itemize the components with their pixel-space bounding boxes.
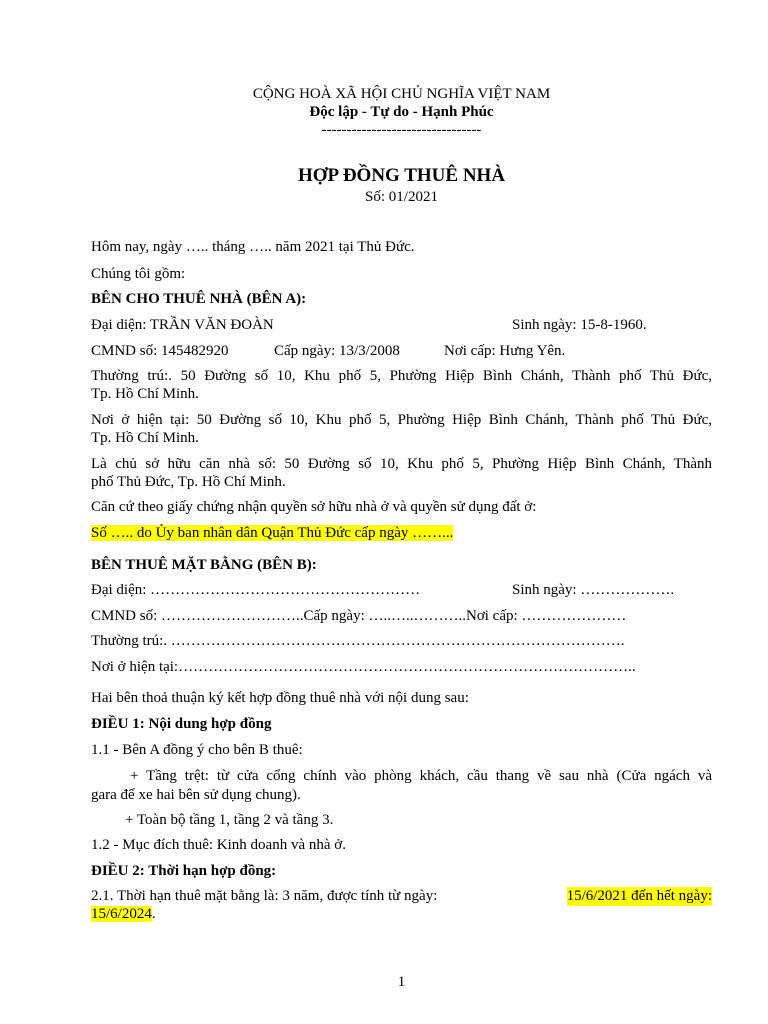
party-b-id-line: CMND số: ………………………..Cấp ngày: …..…..………..Nơi cấp: ………………… [91,608,627,624]
document-number: Số: 01/2021 [365,189,438,205]
party-a-current-address: Nơi ở hiện tại: 50 Đường số 10, Khu phố 5, Phường Hiệp Bình Chánh, Thành phố Thủ Đức, [91,412,712,428]
document-title: HỢP ĐỒNG THUÊ NHÀ [297,165,506,186]
page-number: 1 [397,974,406,990]
party-a-ownership-cont: phố Thủ Đức, Tp. Hồ Chí Minh. [91,474,286,490]
certificate-highlight: Số ….. do Ủy ban nhân dân Quận Thủ Đức cấp ngày ……... [91,525,454,541]
term-end-period: . [151,906,156,922]
article-2-term-line-cont [91,905,156,924]
term-lead: 2.1. Thời hạn thuê mặt bằng là: 3 năm, được tính từ ngày: [91,888,438,904]
term-end-date-highlight: 15/6/2024 [91,906,152,922]
party-a-permanent-address-cont: Tp. Hồ Chí Minh. [91,386,199,402]
term-dates-highlight: 15/6/2021 đến hết ngày: [566,888,712,904]
party-b-dob: Sinh ngày: ………………. [512,582,675,598]
party-a-permanent-address: Thường trú:. 50 Đường số 10, Khu phố 5, Phường Hiệp Bình Chánh, Thành phố Thủ Đức, [91,368,712,384]
article-1-ground-floor: + Tầng trệt: từ cửa cổng chính vào phòng khách, cầu thang về sau nhà (Cửa ngách và [130,768,712,784]
header-rule: -------------------------------- [321,122,482,138]
motto: Độc lập - Tự do - Hạnh Phúc [309,104,494,120]
article-2-heading: ĐIỀU 2: Thời hạn hợp đồng: [91,863,277,879]
parties-line: Chúng tôi gồm: [91,266,186,282]
article-1-heading: ĐIỀU 1: Nội dung hợp đồng [91,716,272,732]
article-1-item-1-1: 1.1 - Bên A đồng ý cho bên B thuê: [91,742,303,758]
party-b-permanent-address: Thường trú:. ………………………………………………………………………………. [91,633,625,649]
party-a-ownership: Là chủ sở hữu căn nhà số: 50 Đường số 10, Khu phố 5, Phường Hiệp Bình Chánh, Thành [91,456,712,472]
date-line: Hôm nay, ngày ….. tháng ….. năm 2021 tại Thủ Đức. [91,239,415,255]
party-b-heading: BÊN THUÊ MẶT BẰNG (BÊN B): [91,557,317,573]
country-header: CỘNG HOÀ XÃ HỘI CHỦ NGHĨA VIỆT NAM [252,86,551,102]
party-a-id-place: Nơi cấp: Hưng Yên. [444,343,566,359]
party-a-representative: Đại diện: TRẦN VĂN ĐOÀN [91,317,274,333]
certificate-basis: Căn cứ theo giấy chứng nhận quyền sở hữu nhà ở và quyền sử dụng đất ở: [91,499,537,515]
article-1-ground-floor-cont: gara để xe hai bên sử dụng chung). [91,787,301,803]
party-a-id-date: Cấp ngày: 13/3/2008 [274,343,400,359]
article-2-term-line [91,887,712,906]
article-1-item-1-2: 1.2 - Mục đích thuê: Kinh doanh và nhà ở. [91,837,346,853]
party-a-current-address-cont: Tp. Hồ Chí Minh. [91,430,199,446]
party-b-current-address: Nơi ở hiện tại:……………………………………………………………………………….. [91,659,636,675]
party-a-id-number: CMND số: 145482920 [91,343,229,359]
party-b-representative: Đại diện: ……………………………………………… [91,582,421,598]
certificate-line [91,524,453,543]
party-a-dob: Sinh ngày: 15-8-1960. [512,317,647,333]
agreement-line: Hai bên thoả thuận ký kết hợp đồng thuê nhà với nội dung sau: [91,690,469,706]
party-a-heading: BÊN CHO THUÊ NHÀ (BÊN A): [91,291,307,307]
article-1-upper-floors: + Toàn bộ tầng 1, tầng 2 và tầng 3. [125,812,334,828]
